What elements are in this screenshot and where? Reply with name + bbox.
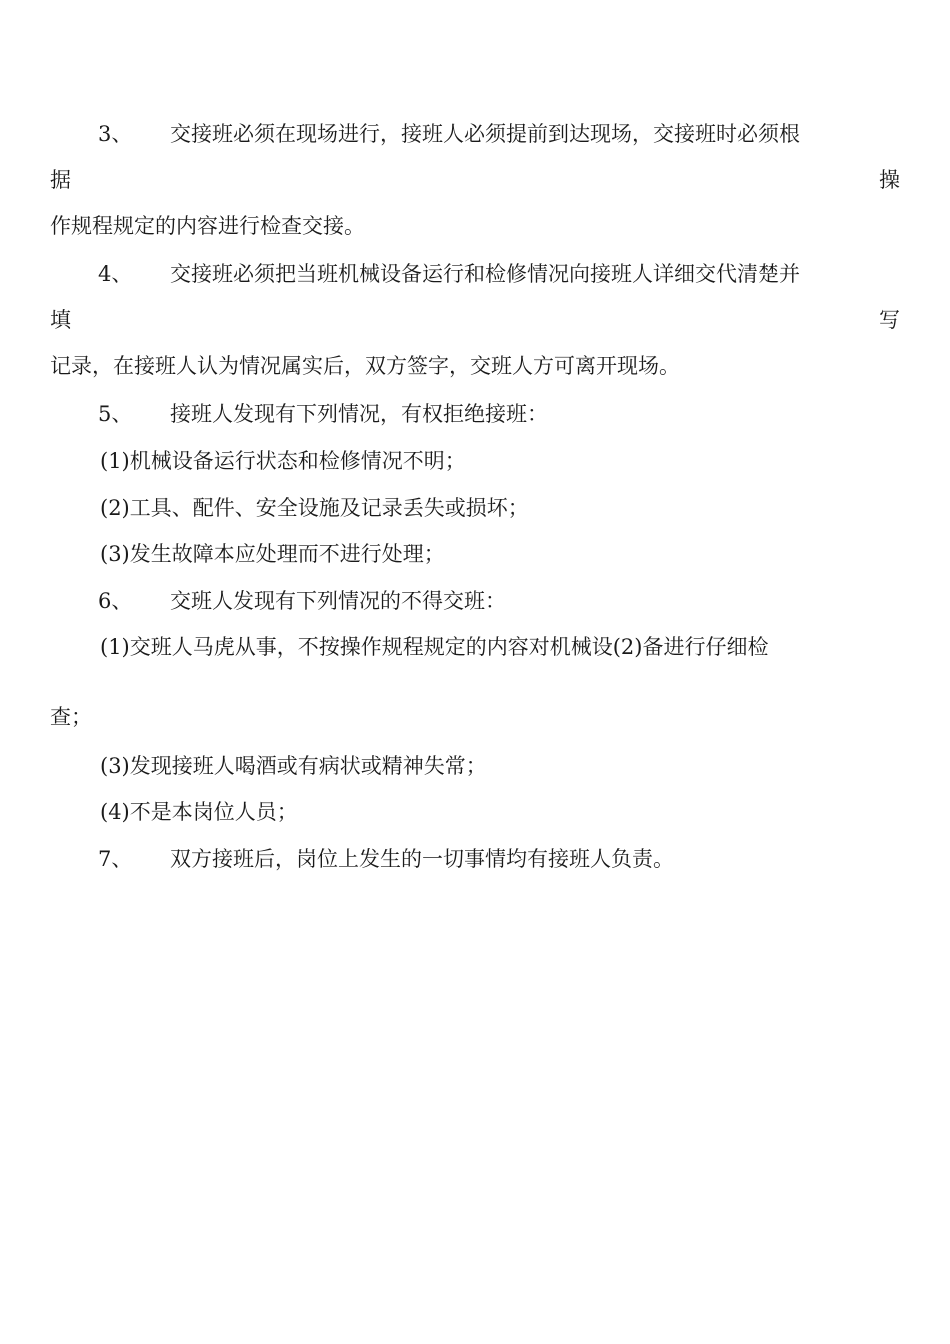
item-6-number: 6、	[98, 589, 133, 613]
item-6-sub-1-continued: 查；	[50, 705, 92, 729]
item-5-line-1	[50, 400, 900, 428]
item-6-line-1	[50, 587, 900, 615]
item-4-line-3: 记录，在接班人认为情况属实后，双方签字，交班人方可离开现场。	[50, 354, 680, 378]
item-6-sub-1: (1)交班人马虎从事，不按操作规程规定的内容对机械设(2)备进行仔细检	[100, 635, 769, 659]
item-4-wrap-left: 填	[50, 308, 71, 332]
item-7-text: 双方接班后，岗位上发生的一切事情均有接班人负责。	[170, 847, 674, 871]
item-5-sub-1: (1)机械设备运行状态和检修情况不明；	[100, 449, 466, 473]
item-3-wrap-left: 据	[50, 168, 71, 192]
item-3-line-2	[50, 166, 900, 194]
item-4-wrap-right: 写	[879, 308, 900, 332]
item-4-line-1	[50, 260, 900, 288]
item-5-sub-3: (3)发生故障本应处理而不进行处理；	[100, 542, 445, 566]
item-5-sub-2: (2)工具、配件、安全设施及记录丢失或损坏；	[100, 496, 529, 520]
item-3-line-1	[50, 120, 900, 148]
item-7-line-1	[50, 845, 900, 873]
item-6-sub-4: (4)不是本岗位人员；	[100, 800, 298, 824]
item-5-text: 接班人发现有下列情况，有权拒绝接班：	[170, 402, 548, 426]
item-4-line-2	[50, 306, 900, 334]
item-5-number: 5、	[98, 402, 133, 426]
item-6-sub-3: (3)发现接班人喝酒或有病状或精神失常；	[100, 754, 487, 778]
item-6-text: 交班人发现有下列情况的不得交班：	[170, 589, 506, 613]
item-3-number: 3、	[98, 122, 133, 146]
item-4-number: 4、	[98, 262, 133, 286]
item-4-text: 交接班必须把当班机械设备运行和检修情况向接班人详细交代清楚并	[170, 262, 800, 286]
item-7-number: 7、	[98, 847, 133, 871]
item-3-line-3: 作规程规定的内容进行检查交接。	[50, 214, 365, 238]
item-3-text: 交接班必须在现场进行，接班人必须提前到达现场，交接班时必须根	[170, 122, 800, 146]
item-3-wrap-right: 操	[879, 168, 900, 192]
